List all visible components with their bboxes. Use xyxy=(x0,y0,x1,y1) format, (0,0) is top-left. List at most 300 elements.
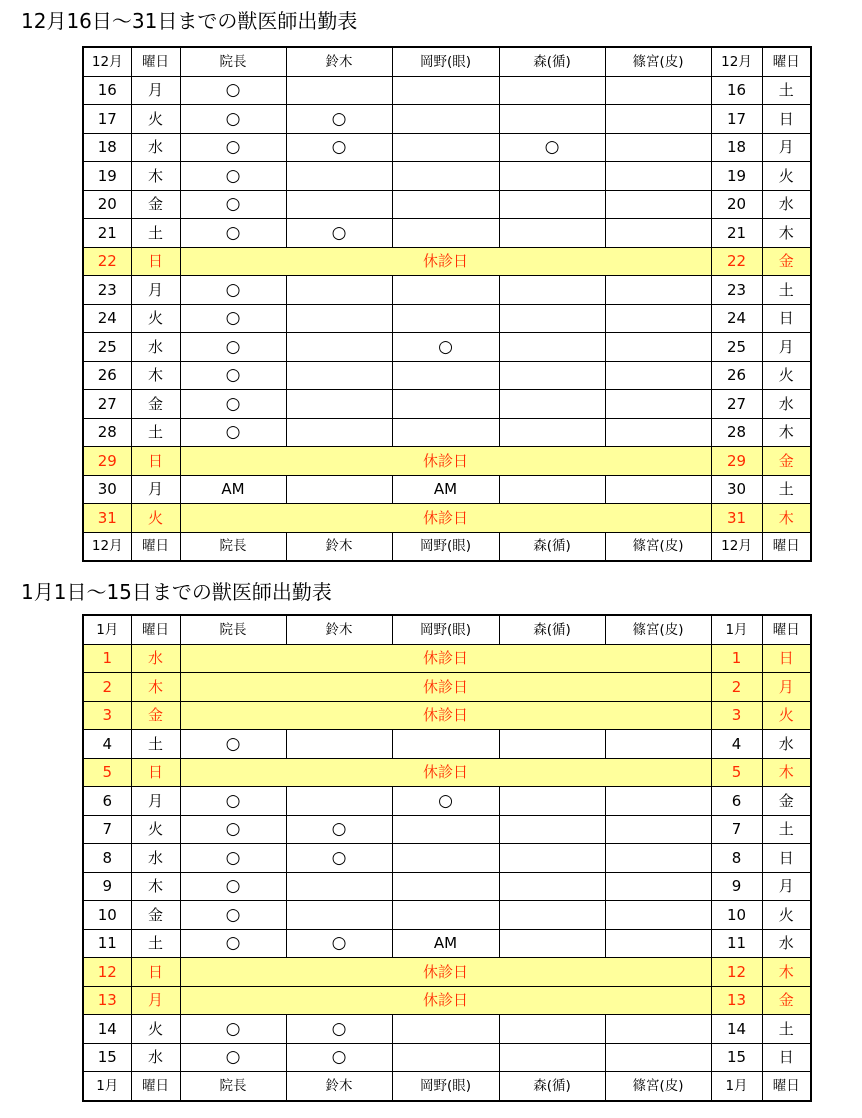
day-number: 8 xyxy=(83,844,131,873)
attendance-cell xyxy=(499,162,605,191)
header-row xyxy=(83,1072,811,1101)
attendance-cell: ○ xyxy=(180,872,286,901)
table-row xyxy=(83,815,811,844)
weekday-header: 曜日 xyxy=(131,532,180,561)
table-row xyxy=(83,872,811,901)
attendance-cell xyxy=(286,901,392,930)
attendance-cell xyxy=(286,76,392,105)
day-number: 25 xyxy=(83,333,131,362)
attendance-cell xyxy=(392,815,499,844)
attendance-cell xyxy=(286,361,392,390)
closed-day-row xyxy=(83,447,811,476)
day-number: 4 xyxy=(83,730,131,759)
table-row xyxy=(83,133,811,162)
day-number: 16 xyxy=(83,76,131,105)
weekday: 火 xyxy=(131,815,180,844)
weekday-next: 木 xyxy=(762,758,811,787)
attendance-cell xyxy=(286,418,392,447)
weekday: 月 xyxy=(131,986,180,1015)
day-number-next: 26 xyxy=(711,361,762,390)
attendance-cell xyxy=(499,844,605,873)
doctor-header: 鈴木 xyxy=(286,1072,392,1101)
closed-label: 休診日 xyxy=(180,447,711,476)
attendance-cell xyxy=(605,361,711,390)
attendance-cell: ○ xyxy=(180,76,286,105)
attendance-cell: ○ xyxy=(180,730,286,759)
day-number: 5 xyxy=(83,758,131,787)
day-number-next: 23 xyxy=(711,276,762,305)
table-row xyxy=(83,219,811,248)
doctor-header: 院長 xyxy=(180,47,286,76)
table-row xyxy=(83,276,811,305)
doctor-header: 篠宮(皮) xyxy=(605,615,711,644)
attendance-cell xyxy=(605,730,711,759)
doctor-header: 森(循) xyxy=(499,532,605,561)
day-number-next: 14 xyxy=(711,1015,762,1044)
header-row xyxy=(83,47,811,76)
weekday: 月 xyxy=(131,76,180,105)
attendance-cell xyxy=(286,190,392,219)
month-header: 12月 xyxy=(83,532,131,561)
day-number-next: 28 xyxy=(711,418,762,447)
attendance-cell xyxy=(499,475,605,504)
attendance-cell xyxy=(286,787,392,816)
day-number-next: 12 xyxy=(711,958,762,987)
attendance-cell xyxy=(392,276,499,305)
table-row xyxy=(83,787,811,816)
attendance-cell: ○ xyxy=(286,929,392,958)
weekday-next: 火 xyxy=(762,162,811,191)
day-number: 13 xyxy=(83,986,131,1015)
day-number: 24 xyxy=(83,304,131,333)
closed-label: 休診日 xyxy=(180,247,711,276)
attendance-cell xyxy=(605,787,711,816)
day-number-next: 22 xyxy=(711,247,762,276)
attendance-cell xyxy=(499,1043,605,1072)
attendance-cell xyxy=(605,1043,711,1072)
attendance-cell xyxy=(286,304,392,333)
day-number-next: 10 xyxy=(711,901,762,930)
weekday: 月 xyxy=(131,475,180,504)
weekday-header: 曜日 xyxy=(762,1072,811,1101)
closed-label: 休診日 xyxy=(180,673,711,702)
schedule-title: 12月16日〜31日までの獣医師出勤表 xyxy=(21,9,358,33)
attendance-cell xyxy=(392,418,499,447)
weekday-next: 火 xyxy=(762,361,811,390)
day-number-next: 31 xyxy=(711,504,762,533)
attendance-cell xyxy=(286,730,392,759)
weekday: 日 xyxy=(131,758,180,787)
attendance-cell xyxy=(605,844,711,873)
day-number-next: 2 xyxy=(711,673,762,702)
weekday-next: 水 xyxy=(762,390,811,419)
doctor-header: 森(循) xyxy=(499,1072,605,1101)
weekday: 木 xyxy=(131,361,180,390)
attendance-cell xyxy=(392,872,499,901)
day-number: 3 xyxy=(83,701,131,730)
table-row xyxy=(83,844,811,873)
day-number-next: 3 xyxy=(711,701,762,730)
weekday-next: 金 xyxy=(762,787,811,816)
attendance-cell xyxy=(286,333,392,362)
closed-label: 休診日 xyxy=(180,504,711,533)
day-number: 7 xyxy=(83,815,131,844)
day-number-next: 7 xyxy=(711,815,762,844)
attendance-cell: ○ xyxy=(180,844,286,873)
doctor-header: 岡野(眼) xyxy=(392,47,499,76)
day-number: 6 xyxy=(83,787,131,816)
closed-day-row xyxy=(83,758,811,787)
day-number-next: 16 xyxy=(711,76,762,105)
day-number: 11 xyxy=(83,929,131,958)
weekday-next: 木 xyxy=(762,418,811,447)
weekday: 日 xyxy=(131,247,180,276)
schedule-title: 1月1日〜15日までの獣医師出勤表 xyxy=(21,580,332,604)
attendance-cell xyxy=(286,276,392,305)
weekday: 土 xyxy=(131,219,180,248)
attendance-cell xyxy=(392,1043,499,1072)
weekday-next: 日 xyxy=(762,105,811,134)
weekday-next: 木 xyxy=(762,504,811,533)
weekday-next: 土 xyxy=(762,76,811,105)
attendance-cell xyxy=(605,815,711,844)
attendance-cell xyxy=(286,872,392,901)
weekday: 火 xyxy=(131,105,180,134)
attendance-cell: ○ xyxy=(180,162,286,191)
attendance-cell xyxy=(605,76,711,105)
day-number: 29 xyxy=(83,447,131,476)
weekday-next: 木 xyxy=(762,219,811,248)
attendance-cell xyxy=(605,901,711,930)
weekday-next: 水 xyxy=(762,929,811,958)
weekday-next: 火 xyxy=(762,901,811,930)
month-header: 12月 xyxy=(711,532,762,561)
doctor-header: 岡野(眼) xyxy=(392,615,499,644)
weekday: 木 xyxy=(131,162,180,191)
weekday: 火 xyxy=(131,504,180,533)
day-number: 18 xyxy=(83,133,131,162)
attendance-cell xyxy=(605,1015,711,1044)
attendance-cell: ○ xyxy=(180,815,286,844)
closed-day-row xyxy=(83,986,811,1015)
weekday-next: 土 xyxy=(762,276,811,305)
day-number: 21 xyxy=(83,219,131,248)
day-number-next: 18 xyxy=(711,133,762,162)
attendance-cell xyxy=(286,475,392,504)
day-number: 31 xyxy=(83,504,131,533)
weekday-next: 日 xyxy=(762,644,811,673)
weekday: 水 xyxy=(131,644,180,673)
attendance-cell xyxy=(392,304,499,333)
attendance-cell xyxy=(605,929,711,958)
attendance-cell: ○ xyxy=(180,1043,286,1072)
attendance-cell: ○ xyxy=(286,815,392,844)
table-row xyxy=(83,162,811,191)
attendance-cell xyxy=(499,815,605,844)
month-header: 1月 xyxy=(83,1072,131,1101)
attendance-cell: ○ xyxy=(180,105,286,134)
closed-day-row xyxy=(83,701,811,730)
closed-label: 休診日 xyxy=(180,958,711,987)
table-row xyxy=(83,304,811,333)
weekday-header: 曜日 xyxy=(762,615,811,644)
header-row xyxy=(83,615,811,644)
attendance-cell xyxy=(499,901,605,930)
day-number: 17 xyxy=(83,105,131,134)
table-row xyxy=(83,390,811,419)
attendance-cell xyxy=(499,929,605,958)
day-number-next: 24 xyxy=(711,304,762,333)
weekday-next: 月 xyxy=(762,872,811,901)
day-number-next: 17 xyxy=(711,105,762,134)
attendance-cell xyxy=(605,475,711,504)
day-number: 22 xyxy=(83,247,131,276)
weekday-next: 金 xyxy=(762,247,811,276)
attendance-cell: ○ xyxy=(180,929,286,958)
doctor-header: 鈴木 xyxy=(286,47,392,76)
day-number: 19 xyxy=(83,162,131,191)
weekday-next: 土 xyxy=(762,1015,811,1044)
attendance-cell xyxy=(605,219,711,248)
attendance-cell: ○ xyxy=(286,844,392,873)
attendance-cell: ○ xyxy=(499,133,605,162)
attendance-cell xyxy=(499,105,605,134)
weekday-header: 曜日 xyxy=(131,1072,180,1101)
day-number-next: 6 xyxy=(711,787,762,816)
day-number: 20 xyxy=(83,190,131,219)
table-row xyxy=(83,105,811,134)
weekday: 日 xyxy=(131,958,180,987)
attendance-cell xyxy=(392,219,499,248)
closed-day-row xyxy=(83,673,811,702)
attendance-cell xyxy=(499,390,605,419)
weekday-next: 土 xyxy=(762,475,811,504)
attendance-cell xyxy=(499,418,605,447)
table-row xyxy=(83,76,811,105)
attendance-cell xyxy=(392,133,499,162)
attendance-cell xyxy=(499,219,605,248)
day-number-next: 25 xyxy=(711,333,762,362)
attendance-cell: ○ xyxy=(180,361,286,390)
attendance-cell xyxy=(499,730,605,759)
schedule-table-january xyxy=(82,614,812,1102)
day-number-next: 4 xyxy=(711,730,762,759)
day-number-next: 27 xyxy=(711,390,762,419)
day-number: 23 xyxy=(83,276,131,305)
attendance-cell xyxy=(499,304,605,333)
weekday-next: 月 xyxy=(762,673,811,702)
table-row xyxy=(83,1043,811,1072)
schedule-table-december xyxy=(82,46,812,562)
weekday: 火 xyxy=(131,1015,180,1044)
attendance-cell: AM xyxy=(180,475,286,504)
attendance-cell xyxy=(605,105,711,134)
weekday-header: 曜日 xyxy=(762,532,811,561)
weekday: 金 xyxy=(131,390,180,419)
weekday-next: 日 xyxy=(762,844,811,873)
closed-day-row xyxy=(83,247,811,276)
day-number: 14 xyxy=(83,1015,131,1044)
doctor-header: 篠宮(皮) xyxy=(605,532,711,561)
attendance-cell xyxy=(605,390,711,419)
table-row xyxy=(83,333,811,362)
table-row xyxy=(83,361,811,390)
weekday: 水 xyxy=(131,844,180,873)
attendance-cell xyxy=(499,1015,605,1044)
attendance-cell xyxy=(605,133,711,162)
day-number: 1 xyxy=(83,644,131,673)
closed-label: 休診日 xyxy=(180,701,711,730)
attendance-cell xyxy=(605,276,711,305)
day-number: 12 xyxy=(83,958,131,987)
weekday: 土 xyxy=(131,929,180,958)
month-header: 12月 xyxy=(83,47,131,76)
weekday: 木 xyxy=(131,673,180,702)
month-header: 1月 xyxy=(711,615,762,644)
doctor-header: 篠宮(皮) xyxy=(605,47,711,76)
attendance-cell: ○ xyxy=(180,333,286,362)
weekday-next: 日 xyxy=(762,304,811,333)
doctor-header: 岡野(眼) xyxy=(392,532,499,561)
doctor-header: 鈴木 xyxy=(286,532,392,561)
weekday-header: 曜日 xyxy=(762,47,811,76)
weekday: 月 xyxy=(131,276,180,305)
attendance-cell xyxy=(286,390,392,419)
weekday: 水 xyxy=(131,1043,180,1072)
attendance-cell xyxy=(392,844,499,873)
attendance-cell: ○ xyxy=(392,787,499,816)
attendance-cell xyxy=(499,361,605,390)
day-number-next: 19 xyxy=(711,162,762,191)
attendance-cell: ○ xyxy=(180,901,286,930)
table-row xyxy=(83,475,811,504)
month-header: 1月 xyxy=(711,1072,762,1101)
table-row xyxy=(83,1015,811,1044)
table-row xyxy=(83,418,811,447)
weekday: 火 xyxy=(131,304,180,333)
table-row xyxy=(83,929,811,958)
closed-day-row xyxy=(83,644,811,673)
attendance-cell xyxy=(605,304,711,333)
weekday: 木 xyxy=(131,872,180,901)
attendance-cell xyxy=(499,787,605,816)
attendance-cell: ○ xyxy=(286,219,392,248)
weekday-next: 月 xyxy=(762,133,811,162)
day-number: 9 xyxy=(83,872,131,901)
attendance-cell xyxy=(499,190,605,219)
day-number-next: 5 xyxy=(711,758,762,787)
table-row xyxy=(83,730,811,759)
day-number-next: 11 xyxy=(711,929,762,958)
attendance-cell xyxy=(499,333,605,362)
attendance-cell xyxy=(499,872,605,901)
table-row xyxy=(83,190,811,219)
doctor-header: 鈴木 xyxy=(286,615,392,644)
attendance-cell xyxy=(605,872,711,901)
day-number-next: 13 xyxy=(711,986,762,1015)
attendance-cell: ○ xyxy=(286,133,392,162)
weekday-next: 火 xyxy=(762,701,811,730)
doctor-header: 岡野(眼) xyxy=(392,1072,499,1101)
attendance-cell xyxy=(392,390,499,419)
attendance-cell: ○ xyxy=(180,219,286,248)
attendance-cell: ○ xyxy=(180,390,286,419)
attendance-cell: ○ xyxy=(180,133,286,162)
doctor-header: 森(循) xyxy=(499,615,605,644)
header-row xyxy=(83,532,811,561)
attendance-cell xyxy=(392,1015,499,1044)
attendance-cell: ○ xyxy=(180,1015,286,1044)
month-header: 12月 xyxy=(711,47,762,76)
weekday: 月 xyxy=(131,787,180,816)
doctor-header: 森(循) xyxy=(499,47,605,76)
attendance-cell xyxy=(605,333,711,362)
attendance-cell xyxy=(392,162,499,191)
attendance-cell xyxy=(286,162,392,191)
closed-day-row xyxy=(83,504,811,533)
attendance-cell: ○ xyxy=(180,190,286,219)
closed-label: 休診日 xyxy=(180,986,711,1015)
closed-day-row xyxy=(83,958,811,987)
day-number-next: 9 xyxy=(711,872,762,901)
attendance-cell: AM xyxy=(392,475,499,504)
day-number: 28 xyxy=(83,418,131,447)
attendance-cell: ○ xyxy=(392,333,499,362)
attendance-cell: ○ xyxy=(286,1015,392,1044)
weekday: 金 xyxy=(131,901,180,930)
table-row xyxy=(83,901,811,930)
weekday-next: 土 xyxy=(762,815,811,844)
attendance-cell xyxy=(605,162,711,191)
attendance-cell xyxy=(392,190,499,219)
day-number-next: 21 xyxy=(711,219,762,248)
weekday-next: 金 xyxy=(762,447,811,476)
day-number-next: 30 xyxy=(711,475,762,504)
weekday-header: 曜日 xyxy=(131,47,180,76)
closed-label: 休診日 xyxy=(180,644,711,673)
day-number: 10 xyxy=(83,901,131,930)
weekday: 水 xyxy=(131,333,180,362)
attendance-cell xyxy=(499,276,605,305)
doctor-header: 院長 xyxy=(180,615,286,644)
weekday-next: 日 xyxy=(762,1043,811,1072)
attendance-cell xyxy=(605,190,711,219)
day-number: 26 xyxy=(83,361,131,390)
attendance-cell: ○ xyxy=(286,105,392,134)
weekday: 金 xyxy=(131,190,180,219)
doctor-header: 篠宮(皮) xyxy=(605,1072,711,1101)
attendance-cell xyxy=(392,361,499,390)
day-number-next: 15 xyxy=(711,1043,762,1072)
day-number-next: 1 xyxy=(711,644,762,673)
closed-label: 休診日 xyxy=(180,758,711,787)
attendance-cell xyxy=(605,418,711,447)
doctor-header: 院長 xyxy=(180,1072,286,1101)
attendance-cell xyxy=(392,730,499,759)
attendance-cell xyxy=(392,901,499,930)
doctor-header: 院長 xyxy=(180,532,286,561)
weekday-next: 月 xyxy=(762,333,811,362)
attendance-cell: AM xyxy=(392,929,499,958)
attendance-cell: ○ xyxy=(180,787,286,816)
day-number-next: 29 xyxy=(711,447,762,476)
month-header: 1月 xyxy=(83,615,131,644)
weekday-header: 曜日 xyxy=(131,615,180,644)
day-number: 30 xyxy=(83,475,131,504)
attendance-cell xyxy=(392,105,499,134)
weekday: 土 xyxy=(131,418,180,447)
attendance-cell: ○ xyxy=(180,418,286,447)
